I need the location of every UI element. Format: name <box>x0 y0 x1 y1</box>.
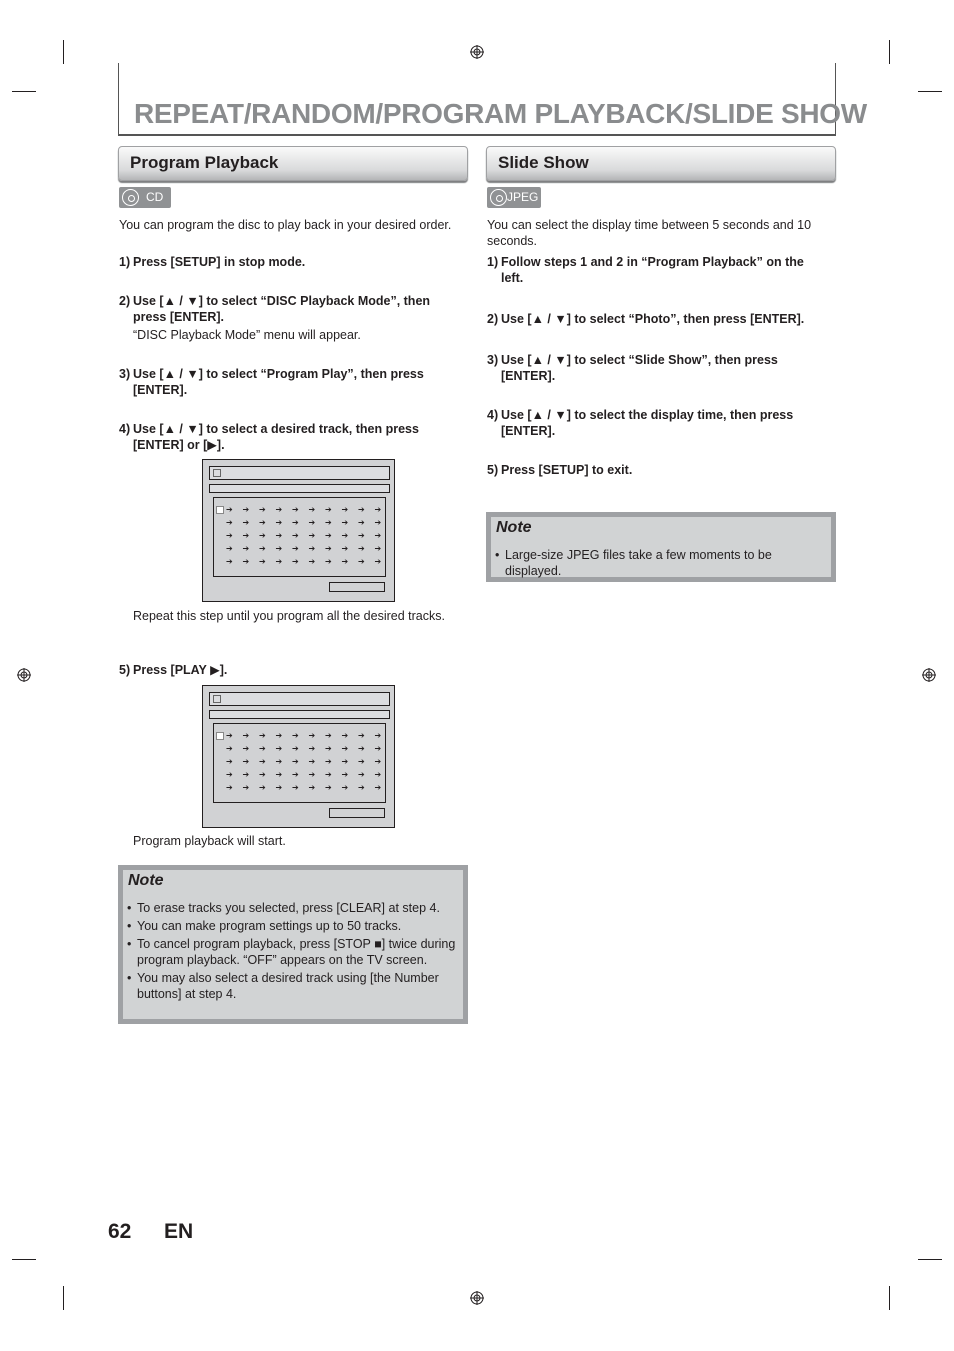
track-cell: ➔ <box>226 531 233 540</box>
note-item: • You can make program settings up to 50 tracks. <box>123 918 458 934</box>
track-cell: ➔ <box>275 757 283 766</box>
track-cell: ➔ <box>325 505 332 514</box>
step-number: 3) <box>119 367 131 381</box>
step-number: 4) <box>487 408 499 422</box>
track-cell: ➔ <box>226 744 233 753</box>
track-cell: ➔ <box>308 731 316 740</box>
track-cell: ➔ <box>358 531 365 540</box>
track-cell: ➔ <box>325 770 332 779</box>
track-cell: ➔ <box>259 744 266 753</box>
step-subtext: Repeat this step until you program all the desired tracks. <box>133 609 445 623</box>
track-cell: ➔ <box>308 557 316 566</box>
track-cell: ➔ <box>275 518 283 527</box>
track-cell: ➔ <box>374 531 382 540</box>
track-cell: ➔ <box>341 544 349 553</box>
screen-title-bar <box>209 692 390 706</box>
track-cell: ➔ <box>275 744 283 753</box>
track-cell: ➔ <box>374 544 382 553</box>
page-number: 62 <box>108 1220 132 1243</box>
track-cell: ➔ <box>242 783 250 792</box>
language-code: EN <box>164 1220 194 1243</box>
track-cell: ➔ <box>374 770 382 779</box>
crop-mark <box>63 1286 64 1310</box>
track-cell: ➔ <box>259 757 266 766</box>
track-cell: ➔ <box>242 544 250 553</box>
track-cell: ➔ <box>374 557 382 566</box>
disc-icon <box>122 189 139 206</box>
note-box <box>486 512 836 582</box>
track-cell: ➔ <box>358 770 365 779</box>
track-cell: ➔ <box>226 518 233 527</box>
disc-icon <box>490 189 507 206</box>
track-cell: ➔ <box>226 505 233 514</box>
track-cell: ➔ <box>325 731 332 740</box>
track-cell: ➔ <box>275 731 283 740</box>
track-cell: ➔ <box>226 783 233 792</box>
track-cell: ➔ <box>308 783 316 792</box>
track-cell: ➔ <box>242 757 250 766</box>
program-screen-illustration <box>202 459 395 602</box>
crop-mark <box>889 1286 890 1310</box>
registration-mark-icon <box>470 45 484 59</box>
step-text: Use [▲ / ▼] to select “Program Play”, then press [ENTER]. <box>133 367 424 397</box>
track-cell: ➔ <box>341 731 349 740</box>
track-cell: ➔ <box>275 544 283 553</box>
crop-mark <box>918 91 942 92</box>
step-subtext: Program playback will start. <box>133 834 286 848</box>
track-cell: ➔ <box>259 544 266 553</box>
crop-mark <box>63 40 64 64</box>
step-text: Follow steps 1 and 2 in “Program Playback” on the left. <box>501 255 804 285</box>
track-cell: ➔ <box>292 744 299 753</box>
registration-mark-icon <box>470 1291 484 1305</box>
cd-badge <box>119 187 171 208</box>
step-text: Press [PLAY ▶]. <box>133 663 228 677</box>
track-cell: ➔ <box>259 518 266 527</box>
track-cell: ➔ <box>275 531 283 540</box>
step-number: 1) <box>487 255 499 269</box>
track-cell: ➔ <box>292 783 299 792</box>
track-cell: ➔ <box>242 744 250 753</box>
track-cell: ➔ <box>341 518 349 527</box>
track-cell: ➔ <box>358 731 365 740</box>
track-cell: ➔ <box>242 505 250 514</box>
note-box <box>118 865 468 1024</box>
track-cell: ➔ <box>325 744 332 753</box>
track-cell: ➔ <box>325 544 332 553</box>
selected-track-cursor <box>216 506 224 514</box>
track-cell: ➔ <box>226 731 233 740</box>
track-grid <box>213 723 386 803</box>
track-cell: ➔ <box>341 505 349 514</box>
track-cell: ➔ <box>242 731 250 740</box>
track-cell: ➔ <box>292 531 299 540</box>
step-number: 3) <box>487 353 499 367</box>
track-cell: ➔ <box>275 505 283 514</box>
crop-mark <box>12 91 36 92</box>
screen-info-bar <box>209 710 390 719</box>
screen-title-bar <box>209 466 390 480</box>
track-cell: ➔ <box>308 544 316 553</box>
track-cell: ➔ <box>226 557 233 566</box>
step-number: 5) <box>487 463 499 477</box>
track-cell: ➔ <box>275 770 283 779</box>
section-title: Program Playback <box>130 153 279 172</box>
track-cell: ➔ <box>358 557 365 566</box>
track-cell: ➔ <box>308 757 316 766</box>
track-cell: ➔ <box>374 731 382 740</box>
section-title: Slide Show <box>498 153 589 172</box>
step-number: 4) <box>119 422 131 436</box>
intro-text: You can select the display time between 5 seconds and 10 seconds. <box>487 218 812 248</box>
track-cell: ➔ <box>325 518 332 527</box>
track-cell: ➔ <box>308 518 316 527</box>
track-cell: ➔ <box>358 783 365 792</box>
track-cell: ➔ <box>308 531 316 540</box>
track-cell: ➔ <box>358 757 365 766</box>
track-cell: ➔ <box>275 783 283 792</box>
track-cell: ➔ <box>292 770 299 779</box>
section-header-slide-show <box>486 146 836 181</box>
track-cell: ➔ <box>374 518 382 527</box>
track-cell: ➔ <box>275 557 283 566</box>
track-cell: ➔ <box>259 783 266 792</box>
track-cell: ➔ <box>292 518 299 527</box>
track-cell: ➔ <box>325 557 332 566</box>
track-cell: ➔ <box>341 531 349 540</box>
track-cell: ➔ <box>292 544 299 553</box>
track-cell: ➔ <box>358 544 365 553</box>
track-cell: ➔ <box>259 557 266 566</box>
track-grid <box>213 497 386 577</box>
track-cell: ➔ <box>242 557 250 566</box>
step-text: Press [SETUP] to exit. <box>501 463 633 477</box>
section-header-program-playback <box>118 146 468 181</box>
track-cell: ➔ <box>358 744 365 753</box>
program-screen-illustration <box>202 685 395 828</box>
step-text: Use [▲ / ▼] to select “DISC Playback Mode”, then press [ENTER]. <box>133 294 431 324</box>
track-cell: ➔ <box>325 757 332 766</box>
track-cell: ➔ <box>259 770 266 779</box>
track-cell: ➔ <box>374 757 382 766</box>
step-number: 1) <box>119 255 131 269</box>
registration-mark-icon <box>922 668 936 682</box>
screen-info-bar <box>209 484 390 493</box>
track-cell: ➔ <box>358 518 365 527</box>
step-text: Use [▲ / ▼] to select a desired track, then press [ENTER] or [▶]. <box>133 422 419 452</box>
crop-mark <box>889 40 890 64</box>
track-cell: ➔ <box>226 770 233 779</box>
track-cell: ➔ <box>374 783 382 792</box>
track-cell: ➔ <box>341 744 349 753</box>
track-cell: ➔ <box>259 505 266 514</box>
track-cell: ➔ <box>308 744 316 753</box>
note-item: • You may also select a desired track using [the Number buttons] at step 4. <box>123 970 458 1002</box>
track-cell: ➔ <box>226 544 233 553</box>
track-cell: ➔ <box>341 557 349 566</box>
crop-mark <box>12 1259 36 1260</box>
jpeg-badge <box>487 187 541 208</box>
step-number: 2) <box>119 294 131 308</box>
badge-label: JPEG <box>507 190 539 204</box>
step-text: Press [SETUP] in stop mode. <box>133 255 306 269</box>
track-cell: ➔ <box>242 531 250 540</box>
track-cell: ➔ <box>259 731 266 740</box>
screen-button <box>329 582 385 592</box>
crop-mark <box>918 1259 942 1260</box>
track-cell: ➔ <box>341 757 349 766</box>
track-cell: ➔ <box>242 770 250 779</box>
track-cell: ➔ <box>341 783 349 792</box>
track-cell: ➔ <box>325 531 332 540</box>
track-cell: ➔ <box>308 505 316 514</box>
note-item: • To cancel program playback, press [STOP ■] twice during program playback. “OFF” appears on the TV screen. <box>123 936 458 968</box>
track-cell: ➔ <box>242 518 250 527</box>
track-cell: ➔ <box>259 531 266 540</box>
note-item: • Large-size JPEG files take a few moments to be displayed. <box>491 547 826 579</box>
step-text: Use [▲ / ▼] to select “Photo”, then press [ENTER]. <box>501 312 805 326</box>
step-number: 2) <box>487 312 499 326</box>
track-cell: ➔ <box>325 783 332 792</box>
badge-label: CD <box>146 190 164 204</box>
step-number: 5) <box>119 663 131 677</box>
track-cell: ➔ <box>374 505 382 514</box>
step-subtext: “DISC Playback Mode” menu will appear. <box>133 328 361 342</box>
track-cell: ➔ <box>374 744 382 753</box>
track-cell: ➔ <box>341 770 349 779</box>
screen-button <box>329 808 385 818</box>
step-text: Use [▲ / ▼] to select the display time, then press [ENTER]. <box>501 408 794 438</box>
registration-mark-icon <box>17 668 31 682</box>
note-heading: Note <box>496 519 532 536</box>
page-title: REPEAT/RANDOM/PROGRAM PLAYBACK/SLIDE SHOW <box>134 98 867 129</box>
track-cell: ➔ <box>358 505 365 514</box>
intro-text: You can program the disc to play back in your desired order. <box>119 218 452 232</box>
track-cell: ➔ <box>292 557 299 566</box>
menu-icon <box>213 469 221 477</box>
track-cell: ➔ <box>292 505 299 514</box>
menu-icon <box>213 695 221 703</box>
note-item: • To erase tracks you selected, press [CLEAR] at step 4. <box>123 900 458 916</box>
track-cell: ➔ <box>308 770 316 779</box>
track-cell: ➔ <box>226 757 233 766</box>
note-heading: Note <box>128 872 164 889</box>
selected-track-cursor <box>216 732 224 740</box>
step-text: Use [▲ / ▼] to select “Slide Show”, then press [ENTER]. <box>501 353 778 383</box>
track-cell: ➔ <box>292 757 299 766</box>
track-cell: ➔ <box>292 731 299 740</box>
